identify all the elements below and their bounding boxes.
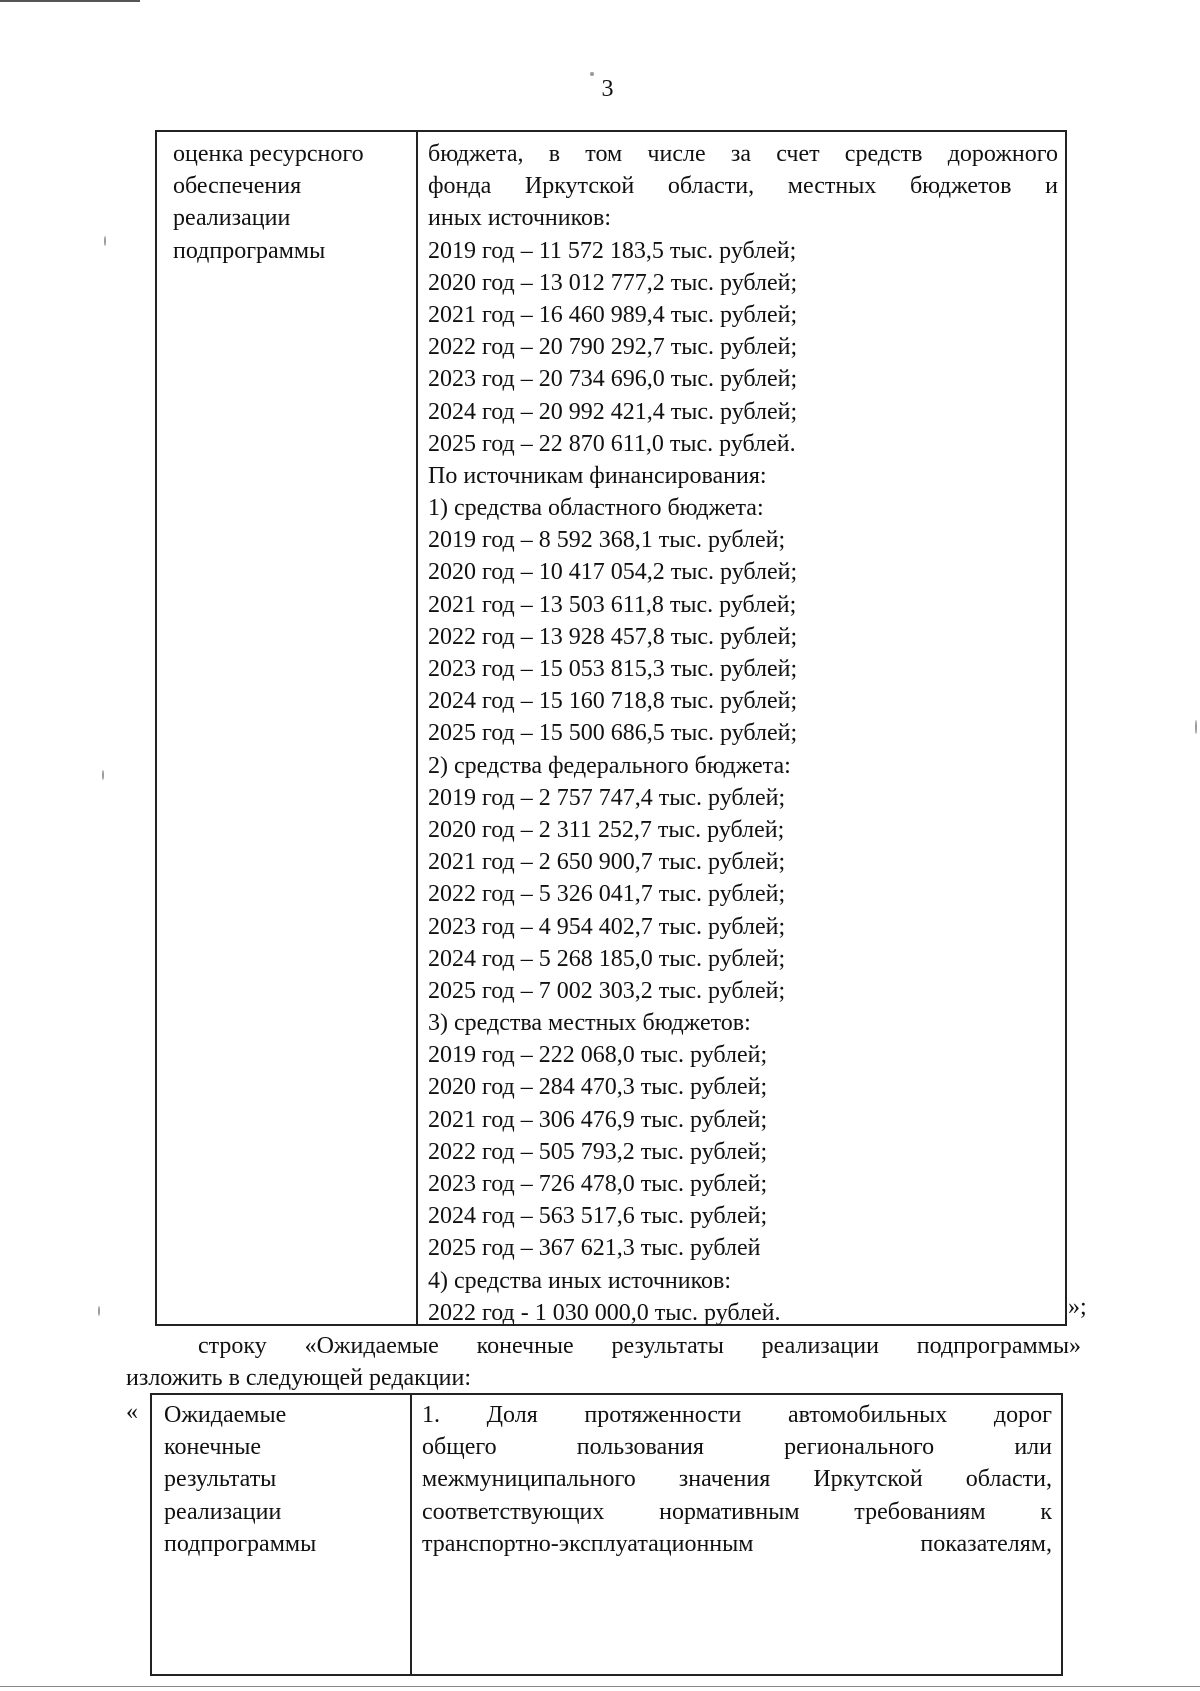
funding-line: 2023 год – 20 734 696,0 тыс. рублей; (428, 366, 798, 393)
funding-line: 2021 год – 16 460 989,4 тыс. рублей; (428, 301, 798, 328)
funding-line: 2020 год – 2 311 252,7 тыс. рублей; (428, 816, 785, 843)
result-line: транспортно-эксплуатационным показателям, (422, 1530, 1052, 1557)
resource-table-label-cell (173, 138, 411, 267)
funding-line: 2) средства федерального бюджета: (428, 752, 791, 779)
results-table-label-cell (164, 1399, 404, 1560)
results-table (150, 1393, 1063, 1676)
result-line: межмуниципального значения Иркутской области, (422, 1466, 1052, 1493)
scan-speck (1195, 720, 1197, 734)
funding-line: 2024 год – 563 517,6 тыс. рублей; (428, 1203, 768, 1230)
scan-speck (98, 1306, 100, 1316)
funding-line: 3) средства местных бюджетов: (428, 1010, 751, 1037)
table-divider (410, 1395, 412, 1674)
label-line: обеспечения (173, 173, 302, 200)
opening-quote: « (126, 1399, 138, 1425)
funding-line: 2024 год – 5 268 185,0 тыс. рублей; (428, 945, 786, 972)
funding-line: 2021 год – 2 650 900,7 тыс. рублей; (428, 849, 786, 876)
funding-line: 2019 год – 222 068,0 тыс. рублей; (428, 1042, 768, 1069)
scan-edge-bottom (0, 1686, 1200, 1687)
funding-line: 2022 год – 20 790 292,7 тыс. рублей; (428, 334, 798, 361)
funding-line: 1) средства областного бюджета: (428, 495, 764, 522)
funding-line: 2024 год – 15 160 718,8 тыс. рублей; (428, 688, 798, 715)
label-line: подпрограммы (164, 1530, 317, 1557)
resource-table (155, 130, 1067, 1326)
funding-line: 2019 год – 8 592 368,1 тыс. рублей; (428, 527, 786, 554)
closing-quote: »; (1068, 1294, 1087, 1320)
funding-line: 2023 год – 15 053 815,3 тыс. рублей; (428, 656, 798, 682)
funding-line: 2022 год - 1 030 000,0 тыс. рублей. (428, 1299, 781, 1326)
funding-line: 2025 год – 367 621,3 тыс. рублей (428, 1235, 761, 1262)
funding-line: 2019 год – 2 757 747,4 тыс. рублей; (428, 784, 786, 811)
label-line: конечные (164, 1434, 262, 1461)
amendment-paragraph (126, 1330, 1081, 1394)
funding-line: 2021 год – 306 476,9 тыс. рублей; (428, 1106, 768, 1133)
paragraph-line-2: изложить в следующей редакции: (126, 1365, 472, 1391)
funding-line: иных источников: (428, 205, 612, 232)
label-line: оценка ресурсного (173, 141, 364, 167)
resource-table-value-cell (428, 138, 1058, 1329)
funding-line: 2023 год – 4 954 402,7 тыс. рублей; (428, 913, 786, 940)
funding-line: 2020 год – 284 470,3 тыс. рублей; (428, 1074, 768, 1101)
page-number: 3 (601, 76, 614, 102)
funding-line: фонда Иркутской области, местных бюджетов и (428, 173, 1058, 200)
paragraph-line-1: строку «Ожидаемые конечные результаты реализации подпрограммы» (198, 1333, 1081, 1359)
result-line: соответствующих нормативным требованиям к (422, 1498, 1052, 1525)
funding-line: 2022 год – 5 326 041,7 тыс. рублей; (428, 881, 786, 908)
result-line: общего пользования регионального или (422, 1434, 1052, 1461)
funding-line: 2025 год – 22 870 611,0 тыс. рублей. (428, 430, 796, 457)
funding-line: бюджета, в том числе за счет средств дорожного (428, 141, 1058, 167)
label-line: подпрограммы (173, 237, 326, 264)
label-line: Ожидаемые (164, 1402, 287, 1428)
label-line: результаты (164, 1466, 277, 1493)
label-line: реализации (164, 1498, 282, 1525)
funding-line: 2020 год – 13 012 777,2 тыс. рублей; (428, 269, 798, 296)
funding-line: 2019 год – 11 572 183,5 тыс. рублей; (428, 237, 797, 264)
funding-line: 2022 год – 13 928 457,8 тыс. рублей; (428, 623, 798, 650)
funding-line: По источникам финансирования: (428, 462, 767, 489)
table-divider (416, 132, 418, 1324)
funding-line: 2020 год – 10 417 054,2 тыс. рублей; (428, 559, 798, 586)
scan-edge-top (0, 0, 140, 2)
label-line: реализации (173, 205, 291, 232)
funding-line: 2023 год – 726 478,0 тыс. рублей; (428, 1171, 768, 1197)
funding-line: 2022 год – 505 793,2 тыс. рублей; (428, 1138, 768, 1165)
result-line: 1. Доля протяженности автомобильных дорог (422, 1402, 1052, 1428)
funding-line: 2021 год – 13 503 611,8 тыс. рублей; (428, 591, 797, 618)
funding-line: 2025 год – 7 002 303,2 тыс. рублей; (428, 977, 786, 1004)
results-table-value-cell (422, 1399, 1052, 1560)
scan-speck (104, 236, 106, 246)
funding-line: 2025 год – 15 500 686,5 тыс. рублей; (428, 720, 798, 747)
funding-line: 2024 год – 20 992 421,4 тыс. рублей; (428, 398, 798, 425)
scan-speck (102, 770, 104, 780)
funding-line: 4) средства иных источников: (428, 1267, 732, 1294)
